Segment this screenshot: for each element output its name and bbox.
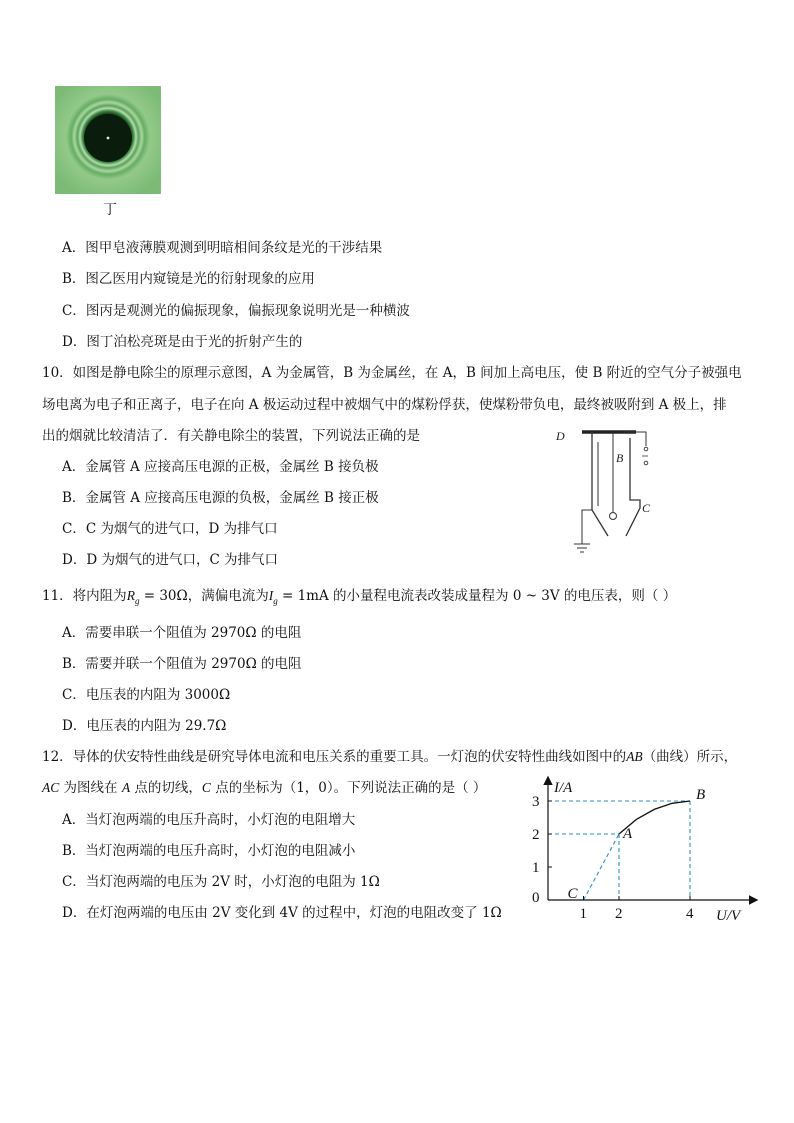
q10-stem-line-2: 场电离为电子和正离子，电子在向 A 极运动过程中被烟气中的煤粉俘获，使煤粉带负电，最终被吸附到 A 极上，排 bbox=[42, 397, 727, 413]
q11-option-a: A．需要串联一个阻值为 2970Ω 的电阻 bbox=[62, 625, 302, 641]
diagram-label-b: B bbox=[616, 451, 624, 465]
precipitator-diagram bbox=[548, 420, 658, 560]
q12-option-c: C．当灯泡两端的电压为 2V 时，小灯泡的电阻为 1Ω bbox=[62, 874, 380, 890]
q12-stem-line-1 bbox=[42, 745, 737, 765]
q12-stem-part-2: （曲线）所示， bbox=[642, 749, 738, 765]
q12-point-a: A bbox=[121, 780, 131, 795]
q9-option-c: C．图丙是观测光的偏振现象，偏振现象说明光是一种横波 bbox=[62, 303, 410, 319]
poisson-spot-image bbox=[55, 86, 161, 194]
y-axis-label: I/A bbox=[554, 780, 573, 796]
x-tick-label-4: 4 bbox=[686, 906, 694, 922]
q10-option-d: D．D 为烟气的进气口，C 为排气口 bbox=[62, 552, 279, 568]
y-tick-label-3: 3 bbox=[532, 794, 540, 810]
precipitator-svg bbox=[548, 420, 658, 560]
point-label-c: C bbox=[567, 886, 578, 902]
q11-option-d: D．电压表的内阻为 29.7Ω bbox=[62, 718, 227, 734]
q9-option-d: D．图丁泊松亮斑是由于光的折射产生的 bbox=[62, 334, 303, 350]
series-ac-tangent bbox=[584, 834, 620, 900]
q12-option-d: D．在灯泡两端的电压由 2V 变化到 4V 的过程中，灯泡的电阻改变了 1Ω bbox=[62, 905, 502, 921]
q10-option-b: B．金属管 A 应接高压电源的负极，金属丝 B 接正极 bbox=[62, 490, 379, 506]
ig-symbol: I bbox=[268, 588, 274, 603]
y-tick-label-1: 1 bbox=[532, 860, 540, 876]
q12-stem-part-4: 点的切线， bbox=[130, 780, 202, 796]
y-tick-label-2: 2 bbox=[532, 827, 540, 843]
x-axis-label: U/V bbox=[716, 908, 741, 924]
q12-option-b: B．当灯泡两端的电压升高时，小灯泡的电阻减小 bbox=[62, 843, 356, 859]
point-label-b: B bbox=[696, 787, 706, 803]
q11-stem bbox=[42, 584, 676, 607]
q12-stem-line-2 bbox=[42, 776, 486, 796]
point-label-a: A bbox=[623, 826, 633, 842]
rg-value: = 30Ω，满偏电流为 bbox=[139, 588, 269, 604]
x-tick-label-1: 1 bbox=[579, 906, 587, 922]
q10-stem-line-3: 出的烟就比较清洁了．有关静电除尘的装置，下列说法正确的是 bbox=[42, 428, 420, 444]
q11-option-b: B．需要并联一个阻值为 2970Ω 的电阻 bbox=[62, 656, 302, 672]
diagram-label-d: D bbox=[556, 429, 565, 443]
q9-option-a: A．图甲皂液薄膜观测到明暗相间条纹是光的干涉结果 bbox=[62, 240, 383, 256]
diagram-label-c: C bbox=[642, 501, 651, 515]
x-tick-label-2: 2 bbox=[615, 906, 623, 922]
q12-stem-part-5: 点的坐标为（1，0）。下列说法正确的是（ ） bbox=[210, 780, 487, 796]
q10-stem-line-1: 10．如图是静电除尘的原理示意图，A 为金属管，B 为金属丝，在 A，B 间加上高电压，使 B 附近的空气分子被强电 bbox=[42, 365, 742, 381]
q12-point-c: C bbox=[201, 780, 211, 795]
q12-tangent-ac: AC bbox=[42, 780, 60, 795]
ig-value: = 1mA 的小量程电流表改装成量程为 0 ~ 3V 的电压表，则（ ） bbox=[277, 588, 677, 604]
y-tick-label-0: 0 bbox=[532, 890, 540, 906]
q12-stem-part-3: 为图线在 bbox=[59, 780, 122, 796]
q9-option-b: B．图乙医用内窥镜是光的衍射现象的应用 bbox=[62, 271, 315, 287]
iu-chart bbox=[520, 772, 765, 924]
q12-option-a: A．当灯泡两端的电压升高时，小灯泡的电阻增大 bbox=[62, 812, 356, 828]
rg-subscript: g bbox=[134, 595, 140, 606]
q11-option-c: C．电压表的内阻为 3000Ω bbox=[62, 687, 231, 703]
q11-stem-intro: 11．将内阻为 bbox=[42, 588, 127, 604]
q10-option-c: C．C 为烟气的进气口，D 为排气口 bbox=[62, 521, 278, 537]
iu-chart-svg bbox=[520, 772, 765, 924]
q10-option-a: A．金属管 A 应接高压电源的正极，金属丝 B 接负极 bbox=[62, 459, 379, 475]
figure-caption-ding: 丁 bbox=[103, 202, 117, 218]
rg-symbol: R bbox=[126, 588, 135, 603]
q12-curve-ab: AB bbox=[626, 749, 643, 764]
ig-subscript: g bbox=[273, 595, 278, 606]
poisson-spot-graphic bbox=[55, 86, 161, 194]
q12-stem-part-1: 12．导体的伏安特性曲线是研究导体电流和电压关系的重要工具。一灯泡的伏安特性曲线如图中的 bbox=[42, 749, 627, 765]
